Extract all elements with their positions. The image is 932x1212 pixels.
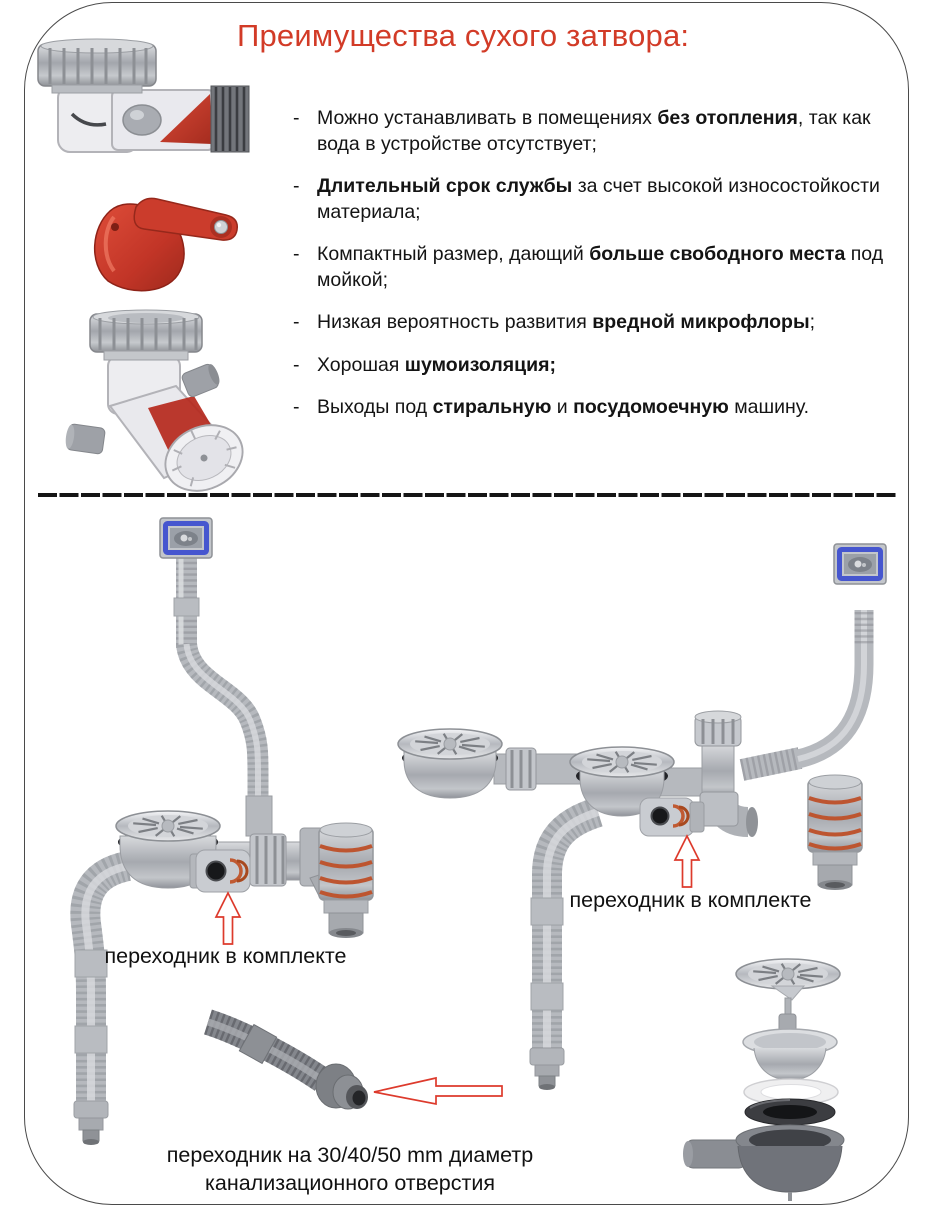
- installation-diagram: [0, 500, 932, 1212]
- sink-strainer-left: [116, 811, 220, 841]
- bullet-marker: -: [293, 243, 300, 265]
- sewer-adapter-label-line2: канализационного отверстия: [205, 1171, 495, 1195]
- advantage-item-4: [293, 310, 893, 336]
- advantages-list: [293, 106, 893, 438]
- bullet-marker: -: [293, 107, 300, 129]
- appliance-port-right: [640, 798, 704, 836]
- sewer-adapter-label-line1: переходник на 30/40/50 mm диаметр: [166, 1143, 534, 1167]
- product-image-clear-elbow-side: [28, 36, 264, 178]
- advantage-item-5: [293, 353, 893, 379]
- sink-strainer-right-b: [570, 747, 674, 777]
- strainer-plug: [736, 959, 840, 989]
- bullet-marker: -: [293, 353, 300, 376]
- up-arrow-icon: [675, 836, 699, 887]
- advantage-text: Низкая вероятность развития вредной микрофлоры;: [317, 311, 816, 333]
- left-adapter-label: переходник в комплекте: [104, 944, 347, 968]
- advantage-text: Компактный размер, дающий больше свободного места под мойкой;: [317, 243, 884, 291]
- exploded-drain-view: [683, 959, 844, 1201]
- section-divider-dashes: [38, 493, 896, 497]
- right-adapter-label: переходник в комплекте: [569, 888, 812, 912]
- bullet-marker: -: [293, 311, 300, 333]
- advantage-item-2: [293, 174, 893, 225]
- up-arrow-icon: [216, 893, 240, 944]
- bullet-marker: -: [293, 175, 300, 197]
- advantage-item-1: [293, 106, 893, 157]
- product-image-red-valve-flap: [74, 183, 260, 303]
- advantage-text: Можно устанавливать в помещениях без отопления, так как вода в устройстве отсутствует;: [317, 107, 871, 155]
- sewer-adapter-hose: [208, 1022, 368, 1109]
- bullet-marker: -: [293, 396, 300, 418]
- overflow-plate-right: [834, 544, 886, 584]
- left-assembly-single-bowl: [74, 518, 354, 1145]
- page-title: Преимущества сухого затвора:: [237, 18, 690, 53]
- advantage-text: Хорошая шумоизоляция;: [317, 353, 556, 376]
- sink-strainer-right-a: [398, 729, 502, 759]
- advantage-item-6: [293, 395, 893, 421]
- advantage-item-3: [293, 242, 893, 293]
- sewer-adapter-label: [140, 1141, 560, 1197]
- barbed-adapter-left: [319, 823, 373, 938]
- advantage-text: Длительный срок службы за счет высокой износостойкости материала;: [317, 175, 880, 223]
- product-image-clear-elbow-bottom: [52, 308, 254, 492]
- appliance-port-left: [190, 850, 250, 892]
- overflow-plate-left: [160, 518, 212, 558]
- advantage-text: Выходы под стиральную и посудомоечную машину.: [317, 396, 810, 418]
- barbed-adapter-right: [808, 775, 862, 890]
- left-arrow-icon: [374, 1078, 502, 1104]
